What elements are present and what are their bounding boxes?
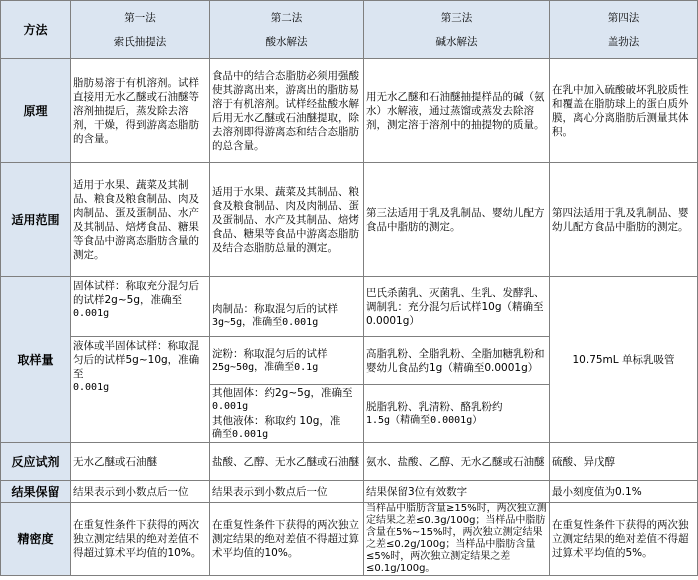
precision-method-1: 在重复性条件下获得的两次独立测定结果的绝对差值不得超过算术平均值的10%。 — [71, 503, 210, 576]
precision-method-2: 在重复性条件下获得的两次独立测定结果的绝对差值不得超过算术平均值的10%。 — [210, 503, 364, 576]
sampling-m2-other-liquid-amount: 确至0.001g — [212, 428, 269, 440]
scope-row — [1, 163, 698, 277]
result-method-1: 结果表示到小数点后一位 — [71, 481, 210, 503]
reagent-label: 反应试剂 — [1, 443, 71, 481]
result-method-2: 结果表示到小数点后一位 — [210, 481, 364, 503]
result-method-3: 结果保留3位有效数字 — [364, 481, 550, 503]
corner-header: 方法 — [1, 1, 71, 59]
reagent-method-1: 无水乙醚或石油醚 — [71, 443, 210, 481]
sampling-m3-skim-amount: 1.5g（精确至0.0001g） — [366, 414, 483, 426]
method-2-header — [210, 1, 364, 59]
sampling-method-3-milk-powder — [364, 337, 550, 385]
sampling-method-1-solid — [71, 277, 210, 337]
sampling-method-2-other — [210, 385, 364, 443]
method-4-number: 第四法 — [607, 11, 640, 24]
sampling-method-2-starch — [210, 337, 364, 385]
method-3-name: 碱水解法 — [435, 35, 478, 48]
principle-row — [1, 59, 698, 163]
method-1-name: 索氏抽提法 — [113, 35, 167, 48]
sampling-m1-solid-text: 固体试样：称取充分混匀后的试样2g~5g，准确至 — [73, 280, 199, 306]
principle-method-2: 食品中的结合态脂肪必须用强酸使其游离出来，游离出的脂肪易溶于有机溶剂。试样经盐酸水解后用无水乙醚或石油醚提取，除去溶剂即得游离态和结合态脂肪的总含量。 — [210, 59, 364, 163]
reagent-method-3: 氨水、盐酸、乙醇、无水乙醚或石油醚 — [364, 443, 550, 481]
method-4-name: 盖勃法 — [607, 35, 640, 48]
precision-row — [1, 503, 698, 576]
sampling-m2-other-solid-amount: 0.001g — [212, 400, 249, 412]
scope-method-1: 适用于水果、蔬菜及其制品、粮食及粮食制品、肉及肉制品、蛋及蛋制品、水产及其制品、焙烤食品、糖果等食品中游离态脂肪含量的测定。 — [71, 163, 210, 277]
sampling-m1-liquid-precision: 0.001g — [73, 382, 110, 393]
principle-method-3: 用无水乙醚和石油醚抽提样品的碱（氨水）水解液，通过蒸馏或蒸发去除溶剂，测定溶于溶剂中的抽提物的质量。 — [364, 59, 550, 163]
principle-method-4: 在乳中加入硫酸破坏乳胶质性和覆盖在脂肪球上的蛋白质外膜，离心分离脂肪后测量其体积。 — [550, 59, 698, 163]
sampling-subrow-1 — [1, 277, 698, 329]
reagent-method-4: 硫酸、异戊醇 — [550, 443, 698, 481]
sampling-method-4: 10.75mL 单标乳吸管 — [550, 277, 698, 443]
sampling-m2-starch-text: 淀粉：称取混匀后的试样 — [212, 347, 328, 360]
scope-method-3: 第三法适用于乳及乳制品、婴幼儿配方食品中脂肪的测定。 — [364, 163, 550, 277]
sampling-label: 取样量 — [1, 277, 71, 443]
sampling-m2-other-liquid-text: 其他液体：称取约 10g，准 — [212, 414, 341, 427]
sampling-method-2-meat — [210, 277, 364, 337]
method-4-header — [550, 1, 698, 59]
scope-method-2: 适用于水果、蔬菜及其制品、粮食及粮食制品、肉及肉制品、蛋及蛋制品、水产及其制品、焙烤食品、糖果等食品中游离态脂肪及结合态脂肪总量的测定。 — [210, 163, 364, 277]
reagent-row — [1, 443, 698, 481]
sampling-m3-powder-text: 高脂乳粉、全脂乳粉、全脂加糖乳粉和婴幼儿食品约1g（精确至 — [366, 347, 545, 374]
method-3-header — [364, 1, 550, 59]
result-method-4: 最小刻度值为0.1% — [550, 481, 698, 503]
result-label: 结果保留 — [1, 481, 71, 503]
sampling-m3-liquid-amount: 充分混匀后试样10g（精确至0.0001g） — [366, 300, 544, 327]
principle-label: 原理 — [1, 59, 71, 163]
reagent-method-2: 盐酸、乙醇、无水乙醚或石油醚 — [210, 443, 364, 481]
sampling-method-1-liquid — [71, 337, 210, 443]
scope-method-4: 第四法适用于乳及乳制品、婴幼儿配方食品中脂肪的测定。 — [550, 163, 698, 277]
method-3-number: 第三法 — [440, 11, 473, 24]
sampling-method-3-liquid-milk — [364, 277, 550, 337]
method-1-number: 第一法 — [124, 11, 156, 24]
sampling-method-3-skim-powder — [364, 385, 550, 443]
result-row — [1, 481, 698, 503]
sampling-m1-solid-precision: 0.001g — [73, 308, 110, 319]
scope-label: 适用范围 — [1, 163, 71, 277]
method-2-name: 酸水解法 — [265, 35, 308, 48]
method-2-number: 第二法 — [270, 11, 303, 24]
precision-method-4: 在重复性条件下获得的两次独立测定结果的绝对差值不得超过算术平均值的5%。 — [550, 503, 698, 576]
sampling-m2-other-solid-text: 其他固体：约2g~5g，准确至 — [212, 386, 353, 399]
precision-method-3: 当样品中脂肪含量≥15%时，两次独立测定结果之差≤0.3g/100g；当样品中脂肪含量在5%~15%时，两次独立测定结果之差≤0.2g/100g；当样品中脂肪含量≤5%时，两次独立测定结果之差≤0.1g/100g。 — [364, 503, 550, 576]
sampling-m1-liquid-text: 液体或半固体试样：称取混匀后的试样5g~10g，准确至 — [73, 340, 200, 380]
header-row — [1, 1, 698, 59]
sampling-m3-liquid-text: 巴氏杀菌乳、灭菌乳、生乳、发酵乳、调制乳： — [366, 286, 545, 313]
principle-method-1: 脂肪易溶于有机溶剂。试样直接用无水乙醚或石油醚等溶剂抽提后，蒸发除去溶剂，干燥，得到游离态脂肪的含量。 — [71, 59, 210, 163]
sampling-m2-meat-text: 肉制品：称取混匀后的试样 — [212, 303, 338, 315]
sampling-m3-powder-amount: 0.0001g） — [484, 361, 539, 374]
precision-label: 精密度 — [1, 503, 71, 576]
method-1-header — [71, 1, 210, 59]
sampling-m2-starch-amount: 25g~50g，准确至0.1g — [212, 361, 319, 373]
sampling-m2-meat-amount: 3g~5g，准确至0.001g — [212, 317, 319, 328]
sampling-m3-skim-text: 脱脂乳粉、乳清粉、酪乳粉约 — [366, 400, 503, 413]
